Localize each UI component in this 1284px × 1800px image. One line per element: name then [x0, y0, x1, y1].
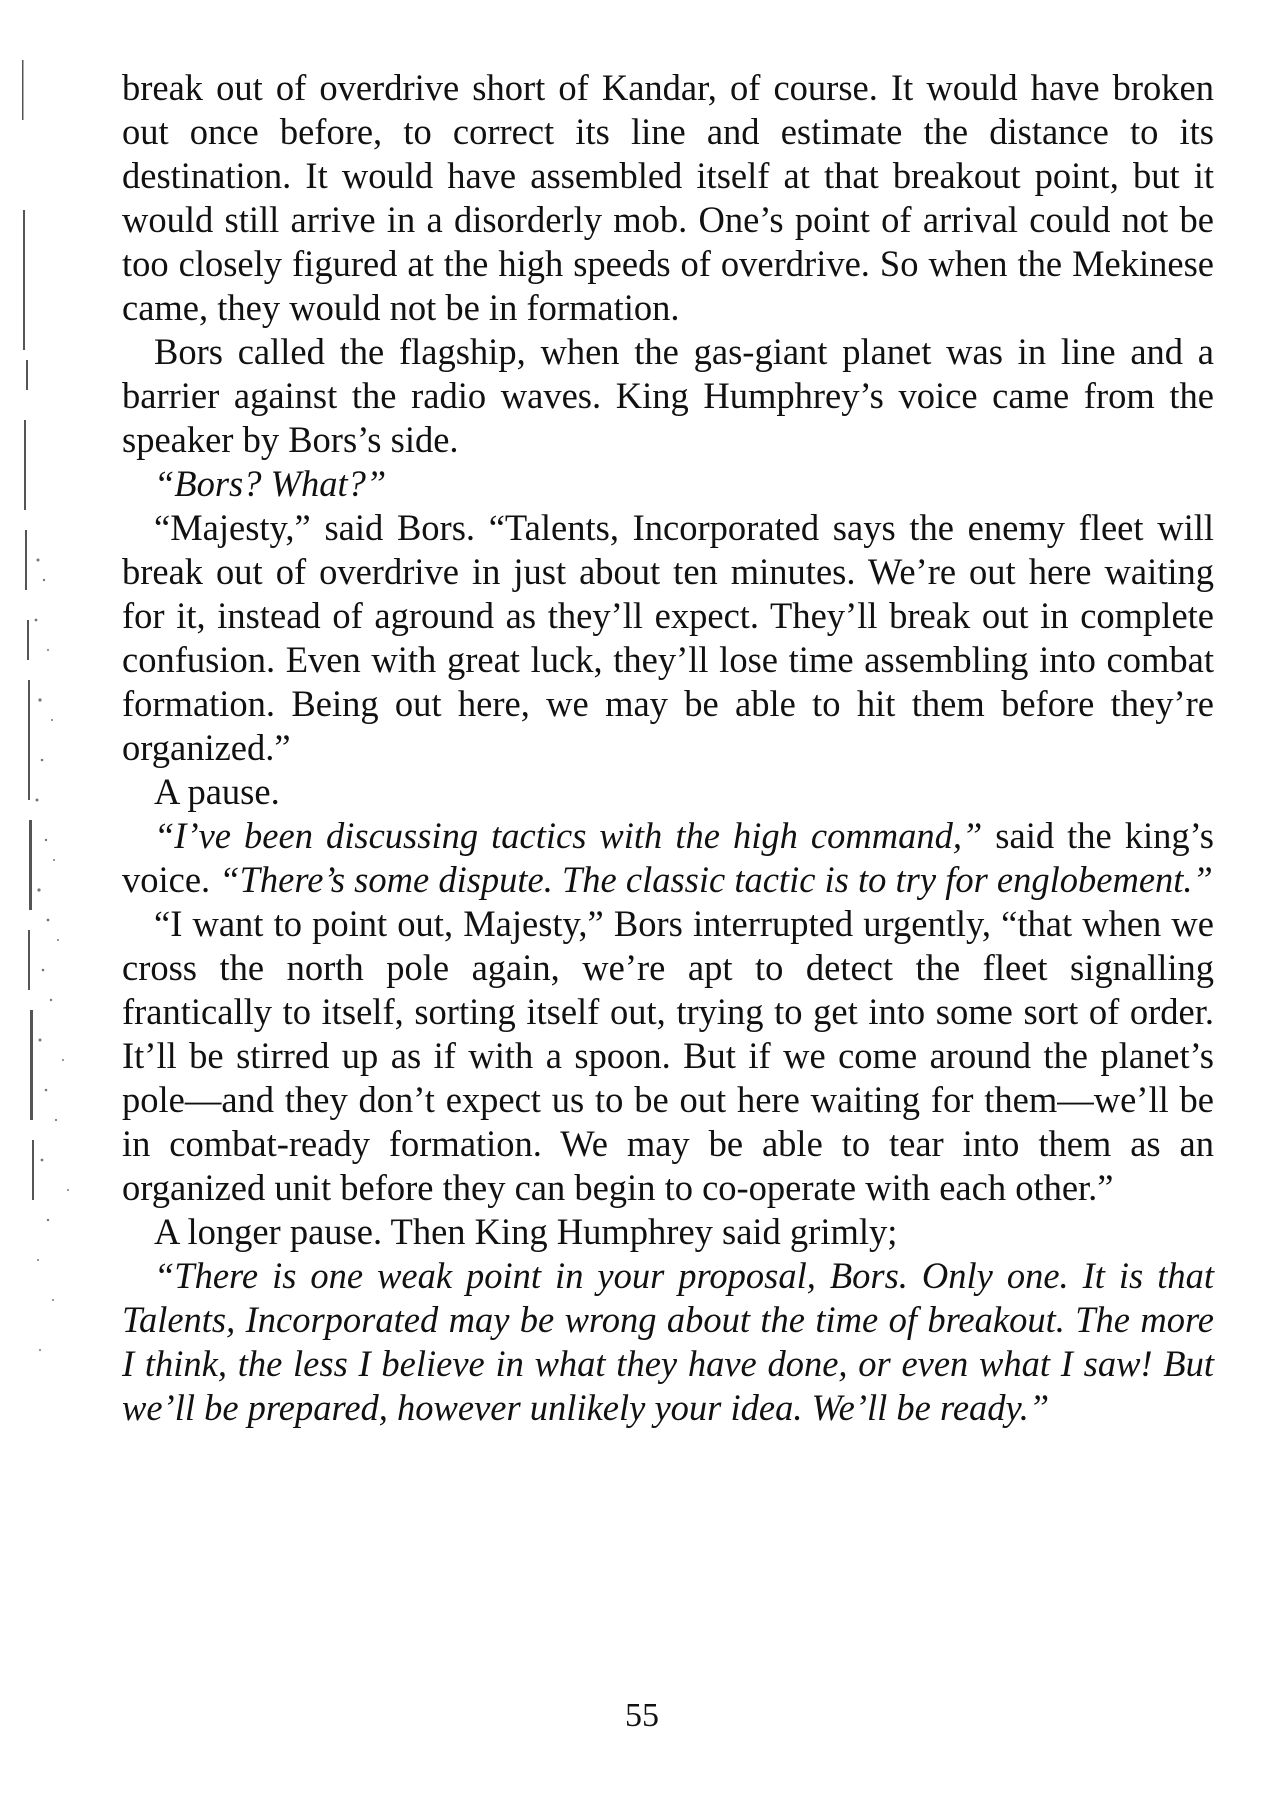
page-number: 55 — [625, 1697, 659, 1734]
paragraph-6-quote-1: “I’ve been discussing tactics with the high command,” — [154, 815, 983, 856]
paragraph-5: A pause. — [154, 771, 280, 812]
paragraph-6 — [122, 814, 1214, 902]
body-text — [122, 66, 1214, 1430]
paragraph-6-quote-2: “There’s some dispute. The classic tactic is to try for englobement.” — [219, 859, 1213, 900]
paragraph-8: A longer pause. Then King Humphrey said grimly; — [154, 1211, 898, 1252]
paragraph-3-dialogue: “Bors? What?” — [154, 463, 387, 504]
paragraph-1: break out of overdrive short of Kandar, of course. It would have broken out once before, to correct its line and estimate the distance to its destination. It would have assembled itself at that breakout point, but it would still arrive in a disorderly mob. One’s point of arrival could not be too closely figured at the high speeds of overdrive. So when the Mekinese came, they would not be in formation. — [122, 67, 1214, 328]
paragraph-7: “I want to point out, Majesty,” Bors interrupted urgently, “that when we cross the north pole again, we’re apt to detect the fleet signalling frantically to itself, sorting itself out, trying to get into some sort of order. It’ll be stirred up as if with a spoon. But if we come around the planet’s pole—and they don’t expect us to be out here waiting for them—we’ll be in combat-ready formation. We may be able to tear into them as an organized unit before they can begin to co-operate with each other.” — [122, 903, 1214, 1208]
paragraph-4: “Majesty,” said Bors. “Talents, Incorporated says the enemy fleet will break out of overdrive in just about ten minutes. We’re out here waiting for it, instead of aground as they’ll expect. They’ll break out in complete confusion. Even with great luck, they’ll lose time assembling into combat formation. Being out here, we may be able to hit them before they’re organized.” — [122, 507, 1214, 768]
gutter-scan-marks — [18, 60, 88, 1400]
paragraph-9-dialogue: “There is one weak point in your proposal, Bors. Only one. It is that Talents, Incorporated may be wrong about the time of breakout. The more I think, the less I believe in what they have done, or even what I saw! But we’ll be prepared, however unlikely your idea. We’ll be ready.” — [122, 1255, 1214, 1428]
paragraph-6-attribution: said the king’s voice. — [122, 815, 1214, 900]
paragraph-2: Bors called the flagship, when the gas-giant planet was in line and a barrier against the radio waves. King Humphrey’s voice came from the speaker by Bors’s side. — [122, 331, 1214, 460]
